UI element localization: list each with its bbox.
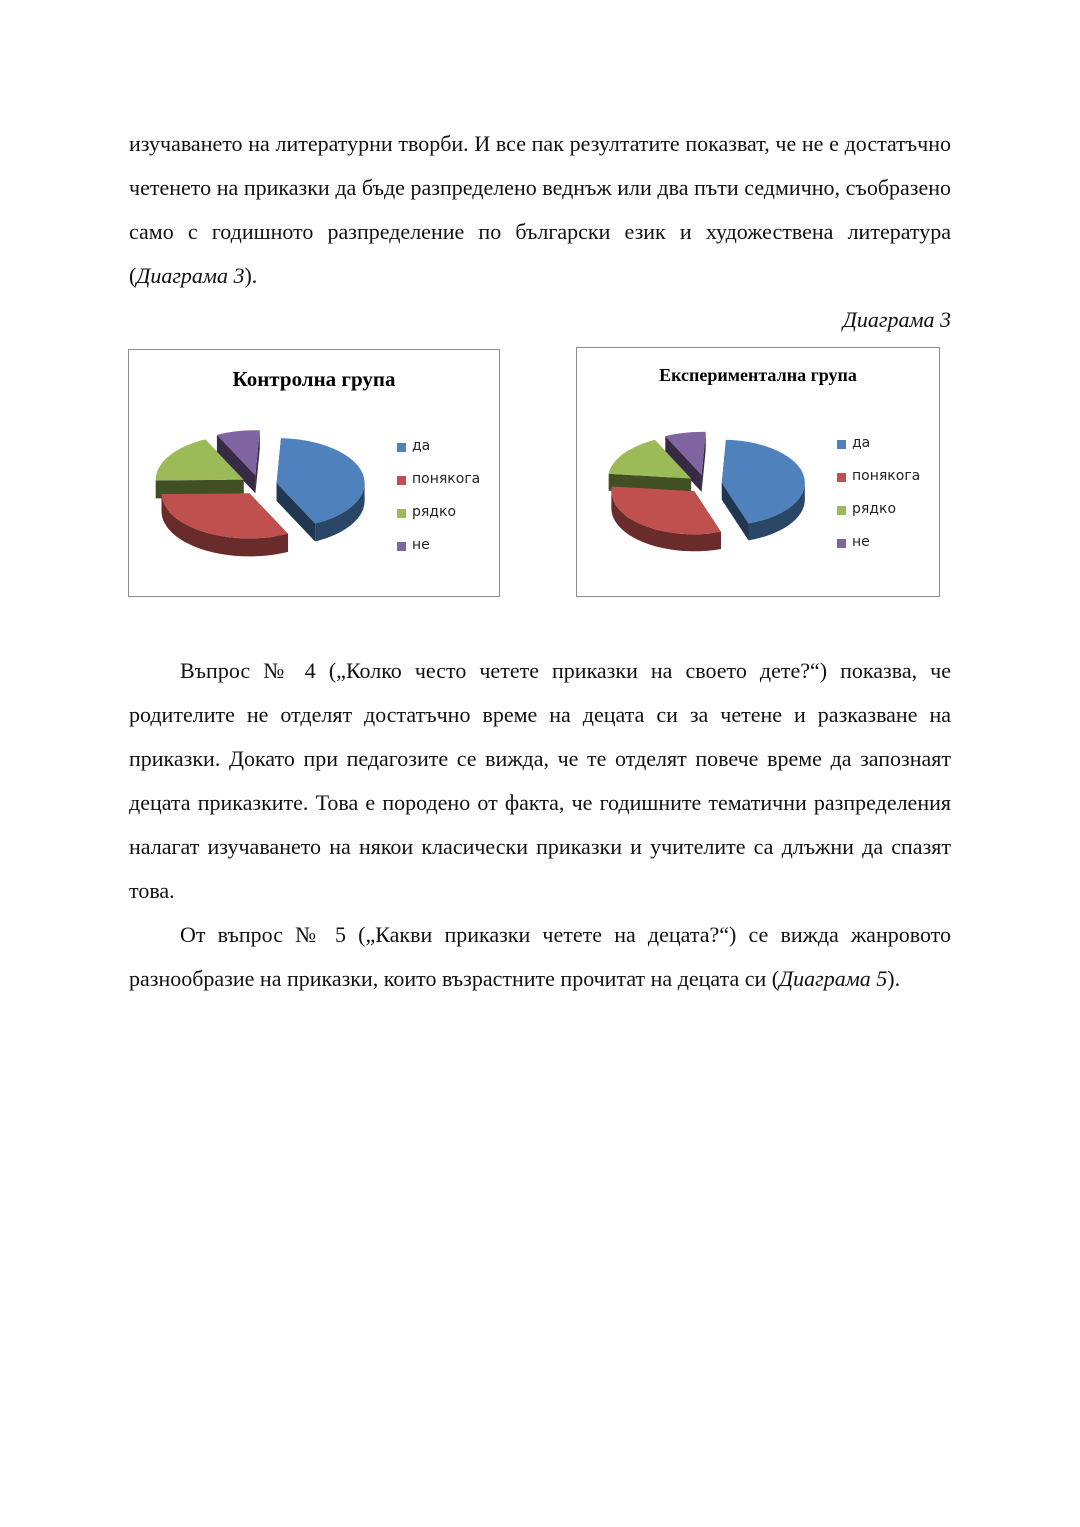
diagram-5-reference: Диаграма 5 (779, 966, 888, 991)
legend-swatch (837, 440, 846, 449)
legend-label: не (852, 534, 870, 550)
paragraph-1-end: ). (244, 263, 258, 288)
legend-swatch (397, 443, 406, 452)
diagram-3-reference: Диаграма 3 (136, 263, 245, 288)
legend-item-ryadko (837, 501, 920, 534)
legend-swatch (837, 506, 846, 515)
legend-item-ryadko (397, 504, 480, 537)
legend-label: рядко (412, 504, 457, 520)
paragraph-1-text: изучаването на литературни творби. И все пак резултатите показват, че не е достатъчно четенето на приказки да бъде разпределено веднъж или два пъти седмично, съобразено само с годишното разпределение по български език и художествена литература ( (129, 131, 951, 288)
chart-experimental-group (576, 347, 940, 597)
paragraph-3-text: От въпрос № 5 („Какви приказки четете на децата?“) се вижда жанровото разнообразие на приказки, които възрастните прочитат на децата си ( (129, 922, 951, 991)
legend-item-ne (397, 537, 480, 570)
legend-label: да (852, 435, 871, 451)
chart-title: Контролна група (232, 367, 396, 391)
pie-slice-2 (162, 493, 288, 556)
chart-title: Експериментална група (659, 365, 857, 385)
legend-label: понякога (852, 468, 921, 484)
legend-swatch (837, 539, 846, 548)
legend-item-da (397, 438, 480, 471)
legend-swatch (837, 473, 846, 482)
legend-item-da (837, 435, 920, 468)
chart-legend (837, 435, 920, 567)
legend-swatch (397, 476, 406, 485)
legend-label: не (412, 537, 430, 553)
pie-slice-1 (722, 440, 805, 541)
legend-swatch (397, 509, 406, 518)
pie-slice-2 (611, 486, 721, 551)
legend-label: понякога (412, 471, 481, 487)
legend-label: да (412, 438, 431, 454)
paragraph-2: Въпрос № 4 („Колко често четете приказки на своето дете?“) показва, че родителите не отделят достатъчно време на децата си за четене и разказване на приказки. Докато при педагозите се вижда, че те отделят повече време да запознаят децата приказките. Това е породено от факта, че годишните тематични разпределения налагат изучаването на някои класически приказки и учителите са длъжни да спазят това. (129, 658, 951, 903)
chart-legend (397, 438, 480, 570)
paragraph-3-end: ). (887, 966, 901, 991)
paragraph-1 (129, 122, 951, 298)
figure-caption: Диаграма 3 (842, 307, 951, 332)
legend-label: рядко (852, 501, 897, 517)
chart-control-group (128, 349, 500, 597)
pie-slice-1 (277, 438, 365, 541)
legend-item-ponyakoga (837, 468, 920, 501)
paragraph-3 (129, 913, 951, 1001)
legend-swatch (397, 542, 406, 551)
legend-item-ne (837, 534, 920, 567)
legend-item-ponyakoga (397, 471, 480, 504)
